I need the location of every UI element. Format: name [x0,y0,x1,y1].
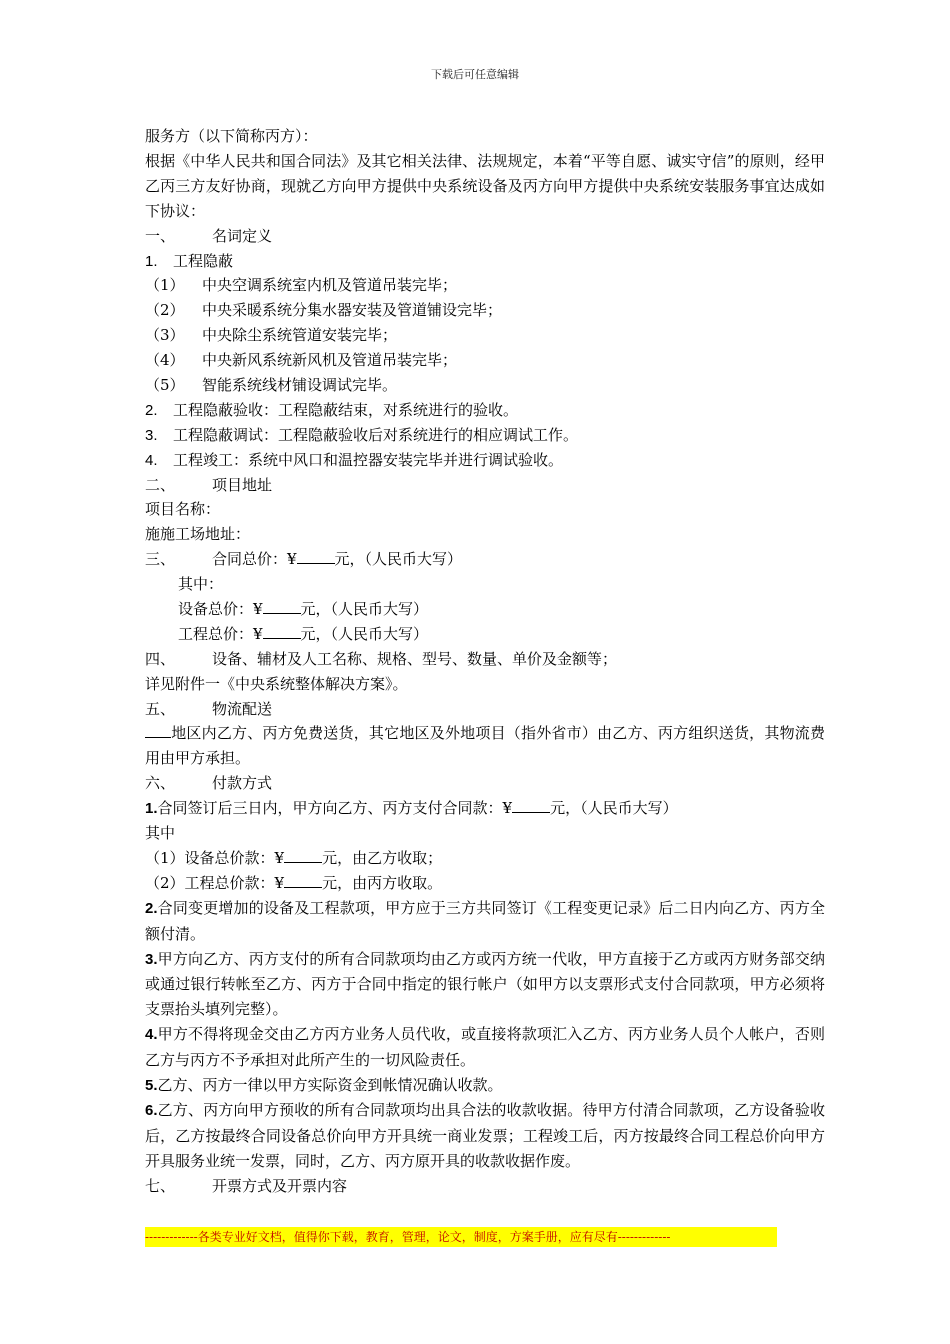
section-number: 一、 [145,226,176,245]
amount-blank[interactable] [284,872,322,888]
sub-item-text: 中央新风系统新风机及管道吊装完毕； [202,351,458,370]
item-number: 5. [145,1077,158,1095]
amount-blank[interactable] [263,598,301,614]
section-title: 设备、辅材及人工名称、规格、型号、数量、单价及金额等； [212,649,618,668]
item-number: 1. [145,800,158,818]
equipment-total-line [145,597,825,622]
attachment-reference: 详见附件一《中央系统整体解决方案》。 [145,674,408,693]
sub-item-number: （3） [145,326,185,345]
sub-item-text: 智能系统线材铺设调试完毕。 [202,375,398,394]
sub-item-text: 中央空调系统室内机及管道吊装完毕； [202,276,458,295]
section-title: 付款方式 [212,774,273,793]
sub-item-2 [145,298,825,323]
amount-blank[interactable] [263,623,301,639]
equipment-total-label: 设备总价：¥ [178,599,263,618]
section-title: 物流配送 [212,699,273,718]
delivery-paragraph [145,721,825,771]
payment-text: 工程总价款：¥ [184,873,285,892]
sub-item-1 [145,273,825,298]
engineering-total-label: 工程总价：¥ [178,624,263,643]
sub-item-number: （1） [145,848,185,867]
preamble-paragraph: 根据《中华人民共和国合同法》及其它相关法律、法规规定，本着“平等自愿、诚实守信”的原则，经甲乙丙三方友好协商，现就乙方向甲方提供中央系统设备及丙方向甲方提供中央系统安装服务事宜达成如下协议： [145,151,825,220]
payment-text: 合同签订后三日内，甲方向乙方、丙方支付合同款：¥ [157,799,513,818]
payment-5 [145,1073,825,1098]
payment-1-equipment [145,846,825,871]
item-number: 2. [145,401,158,419]
region-blank[interactable] [145,722,171,738]
definition-3 [145,423,825,448]
payment-text: 合同变更增加的设备及工程款项，甲方应于三方共同签订《工程变更记录》后二日内向乙方、丙方全额付清。 [145,898,825,943]
item-number: 3. [145,426,158,444]
amount-blank[interactable] [297,548,335,564]
payment-1-engineering [145,871,825,896]
sub-item-number: （5） [145,375,185,394]
payment-suffix: 元，由丙方收取。 [322,873,443,892]
item-number: 2. [145,899,158,917]
equipment-total-suffix: 元，（人民币大写） [300,599,429,618]
sub-item-number: （2） [145,301,185,320]
promo-footer-banner: -------------各类专业好文档，值得你下载，教育，管理，论文，制度，方案手册，应有尽有------------- [145,1227,777,1247]
section-number: 四、 [145,649,176,668]
sub-item-4 [145,348,825,373]
amount-blank[interactable] [284,847,322,863]
section-4-heading [145,647,825,672]
section-title: 项目地址 [212,475,273,494]
payment-1 [145,796,825,821]
page-header: 下载后可任意编辑 [431,68,519,81]
payment-suffix: 元，由乙方收取； [322,848,443,867]
section-title: 名词定义 [212,226,273,245]
payment-text: 乙方、丙方一律以甲方实际资金到帐情况确认收款。 [157,1076,503,1095]
among-line-2: 其中 [145,824,176,843]
section-number: 五、 [145,699,176,718]
section-title: 开票方式及开票内容 [212,1176,348,1195]
item-text: 工程竣工：系统中风口和温控器安装完毕并进行调试验收。 [173,450,564,469]
sub-item-5 [145,373,825,398]
sub-item-text: 中央除尘系统管道安装完毕； [202,326,398,345]
payment-2 [145,896,825,947]
item-text: 工程隐蔽验收：工程隐蔽结束，对系统进行的验收。 [173,400,519,419]
section-7-heading [145,1174,825,1199]
service-party-line: 服务方（以下简称丙方）： [145,127,318,145]
payment-6 [145,1098,825,1174]
sub-item-text: 中央采暖系统分集水器安装及管道铺设完毕； [202,301,503,320]
site-address-line: 施施工场地址： [145,525,251,544]
engineering-total-suffix: 元，（人民币大写） [300,624,429,643]
payment-text: 甲方向乙方、丙方支付的所有合同款项均由乙方或丙方统一代收，甲方直接于乙方或丙方财务部交纳或通过银行转帐至乙方、丙方于合同中指定的银行帐户（如甲方以支票形式支付合同款项，甲方必须将支票抬头填列完整）。 [145,949,825,1019]
item-number: 3. [145,950,158,968]
project-name-line: 项目名称： [145,500,221,519]
payment-3 [145,947,825,1023]
section-number: 二、 [145,475,176,494]
payment-text: 甲方不得将现金交由乙方丙方业务人员代收，或直接将款项汇入乙方、丙方业务人员个人帐户，否则乙方与丙方不予承担对此所产生的一切风险责任。 [145,1025,825,1070]
amount-blank[interactable] [512,797,550,813]
sub-item-number: （4） [145,351,185,370]
section-1-heading [145,224,825,249]
item-text: 工程隐蔽调试：工程隐蔽验收后对系统进行的相应调试工作。 [173,425,579,444]
sub-item-number: （1） [145,276,185,295]
definition-1 [145,249,825,274]
item-number: 1. [145,252,158,270]
definition-2 [145,398,825,423]
section-3-heading [145,547,825,572]
payment-4 [145,1022,825,1073]
total-price-suffix: 元，（人民币大写） [334,550,463,569]
item-number: 4. [145,1026,158,1044]
item-text: 工程隐蔽 [173,251,234,270]
among-line: 其中： [178,575,224,594]
definition-4 [145,448,825,473]
section-number: 三、 [145,550,176,569]
engineering-total-line [145,622,825,647]
payment-suffix: 元，（人民币大写） [550,799,678,818]
payment-text: 设备总价款：¥ [184,848,285,867]
section-number: 六、 [145,774,176,793]
section-2-heading [145,473,825,498]
section-6-heading [145,771,825,796]
contract-body [145,124,825,1199]
total-price-label: 合同总价：¥ [212,550,297,569]
payment-text: 乙方、丙方向甲方预收的所有合同款项均出具合法的收款收据。待甲方付清合同款项，乙方设备验收后，乙方按最终合同设备总价向甲方开具统一商业发票；工程竣工后，丙方按最终合同工程总价向甲方开具服务业统一发票，同时，乙方、丙方原开具的收款收据作废。 [145,1100,825,1170]
section-number: 七、 [145,1176,176,1195]
item-number: 6. [145,1101,158,1119]
sub-item-3 [145,323,825,348]
sub-item-number: （2） [145,873,185,892]
section-5-heading [145,697,825,722]
item-number: 4. [145,451,158,469]
delivery-text: 地区内乙方、丙方免费送货，其它地区及外地项目（指外省市）由乙方、丙方组织送货，其物流费用由甲方承担。 [145,724,825,768]
